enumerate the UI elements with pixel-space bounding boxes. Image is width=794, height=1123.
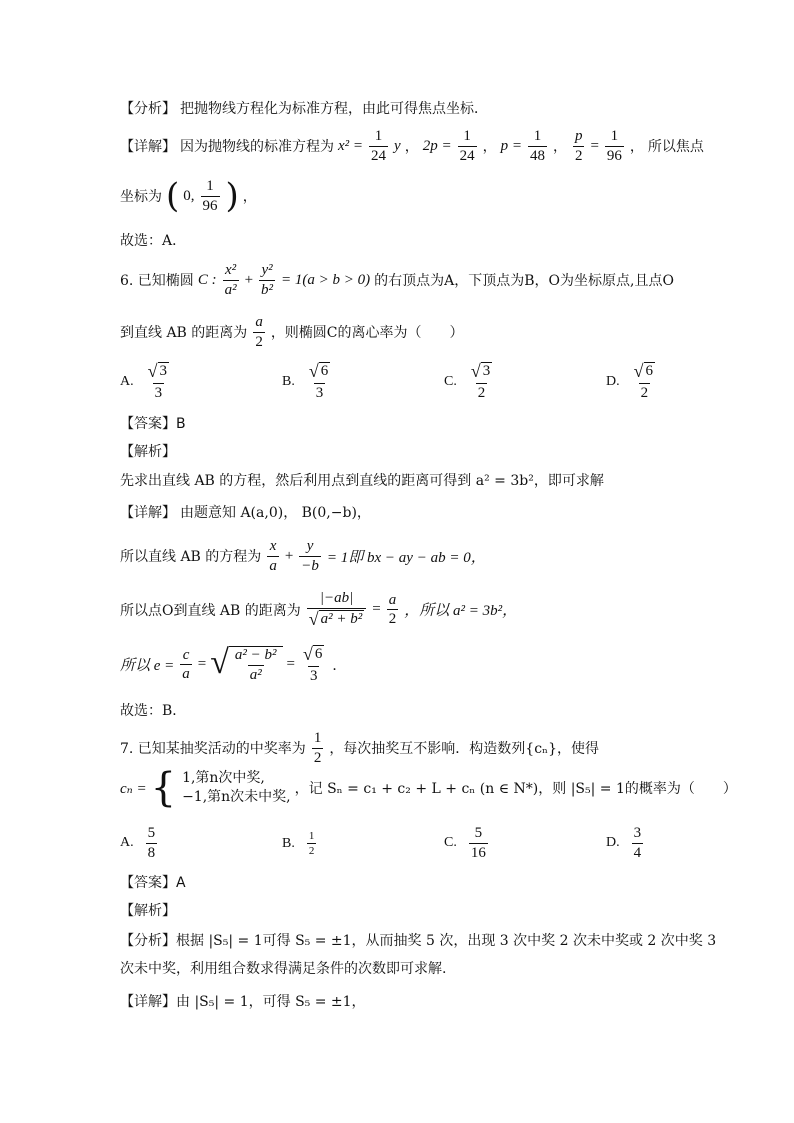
q7-stem-line2: cₙ = { 1,第n次中奖, −1,第n次未中奖, ，记 Sₙ = c₁ + c₂ + L + cₙ (n ∈ N*)，则 |S₅| = 1的概率为（ ） [120,765,737,811]
q6-frac-x2-a2: $\frac{\text{x²}}{\text{a²}}$ [224,262,237,298]
q7-option-c[interactable]: C. $\frac{5}{16}$ [444,825,486,861]
q6-dist-prefix: 所以点O到直线 AB 的距离为 [120,602,301,619]
q5-x2-eq: x² = [338,137,364,154]
q6-line-suffix: = 1即 bx − ay − ab = 0， [326,549,486,566]
q7-jiexi: 【解析】 [120,903,176,919]
q6-eccentricity: 所以 e = $\frac{c}{a}$ = √ $\frac{\text{a² − b²}}{\text{a²}}$ = √ 6 3 ． [120,644,347,684]
q5-analysis-text: 把抛物线方程化为标准方程，由此可得焦点坐标． [180,101,488,117]
q6-detail-tag: 【详解】 [120,505,176,521]
q6-line-prefix: 所以直线 AB 的方程为 [120,549,262,565]
q7-case1: 1,第n次中奖, [182,770,265,787]
q5-conclusion: 故选：A． [120,233,187,249]
q6-dist-suffix: ，所以 a² = 3b²， [404,603,518,619]
q6-stem-line2-prefix: 到直线 AB 的距离为 [120,325,248,341]
q6-detail-1: 由题意知 A(a,0)， B(0,−b)， [180,505,371,521]
q6-detail-line [120,502,371,522]
q5-frac-1-24b: $\frac{1}{24}$ [459,128,475,164]
q6-analysis-line [120,470,604,490]
q6-distance: 所以点O到直线 AB 的距离为 |−ab| √ a² + b² = $\frac{a}{2}$ ，所以 a² = 3b²， [120,590,518,629]
q7-cn: cₙ = [120,780,147,797]
q6-frac-a-2: $\frac{a}{2}$ [255,314,263,350]
q7-analysis-1: 【分析】根据 |S₅| = 1可得 S₅ = ±1，从而抽奖 5 次，出现 3 次中奖 2 次未中奖或 2 次中奖 3 [120,933,717,949]
q6-ellipse-rhs: = 1(a > b > 0) [281,271,371,288]
q6-frac-y2-b2: $\frac{\text{y²}}{\text{b²}}$ [261,262,274,298]
q5-y: y [394,137,401,154]
q6-stem-prefix: 6. 已知椭圆 [120,273,194,289]
q6-stem-line2 [120,314,464,350]
q5-2p: 2p = [422,137,452,154]
analysis-tag: 【分析】 [120,101,176,117]
q6-option-d[interactable]: D. √ 6 2 [606,361,654,401]
q7-stem-line1: 7. 已知某抽奖活动的中奖率为 $\frac{1}{2}$ ，每次抽奖互不影响．构造数列{cₙ}，使得 [120,730,600,766]
q7-option-b[interactable]: B. $\frac{1}{2}$ [282,830,315,858]
q5-analysis-line [120,98,488,118]
q6-option-a[interactable]: A. √ 3 3 [120,361,168,401]
q7-option-a[interactable]: A. $\frac{5}{8}$ [120,825,156,861]
q7-stem-1: 7. 已知某抽奖活动的中奖率为 [120,741,306,757]
q5-coord-frac: $\frac{1}{96}$ [202,178,218,214]
q6-answer: 【答案】B [120,416,186,432]
q6-line-eq: 所以直线 AB 的方程为 $\frac{x}{a}$ + $\frac{y}{-b}$ = 1即 bx − ay − ab = 0， [120,538,486,574]
q5-detail-intro: 因为抛物线的标准方程为 [180,139,334,155]
q6-conclusion: 故选：B． [120,703,187,719]
q7-case2: −1,第n次未中奖, [182,789,291,805]
q7-option-d[interactable]: D. $\frac{3}{4}$ [606,825,642,861]
q6-option-c[interactable]: C. √ 3 2 [444,361,491,401]
q5-frac-1-48: $\frac{1}{48}$ [529,128,545,164]
q5-p: p = [500,137,522,154]
q5-coord-line: 坐标为 ( 0, $\frac{1}{96}$ ) ， [120,176,257,216]
q6-option-b[interactable]: B. √ 6 3 [282,361,329,401]
q6-stem-mid: 的右顶点为A，下顶点为B，O为坐标原点,且点O [374,273,674,289]
q7-cases [182,769,291,807]
q6-analysis-text: 先求出直线 AB 的方程，然后利用点到直线的距离可得到 a² = 3b²，即可求解 [120,473,604,489]
q7-stem-2: ，记 Sₙ = c₁ + c₂ + L + cₙ (n ∈ N*)，则 |S₅| = 1的概率为（ ） [294,781,737,797]
q5-coord-prefix: 坐标为 [120,189,162,205]
q5-frac-1-24: $\frac{1}{24}$ [371,128,387,164]
q5-coord-zero: 0, [183,187,195,204]
q5-frac-1-96: $\frac{1}{96}$ [606,128,622,164]
q6-jiexi: 【解析】 [120,444,176,460]
q5-frac-p-2: $\frac{p}{2}$ [574,128,583,164]
q6-stem-line: 6. 已知椭圆 C : $\frac{\text{x²}}{\text{a²}}$ + $\frac{\text{y²}}{\text{b²}}$ = 1(a > b > 0) 的右顶点为A，下顶点为B，O为坐标原点,且点O [120,262,674,298]
q7-detail: 【详解】由 |S₅| = 1，可得 S₅ = ±1， [120,994,366,1010]
q7-stem-1b: ，每次抽奖互不影响．构造数列{cₙ}，使得 [329,741,600,757]
q7-answer: 【答案】A [120,875,186,891]
q7-analysis-2: 次未中奖，利用组合数求得满足条件的次数即可求解. [120,961,447,977]
q6-stem-line2-suffix: ，则椭圆C的离心率为（ ） [270,325,464,341]
detail-tag: 【详解】 [120,139,176,155]
q5-detail-line: 【详解】 因为抛物线的标准方程为 x² = $\frac{1}{24}$ y ， 2p = $\frac{1}{24}$ ， p = $\frac{1}{48}$ ， $\frac{p}{2}$ = $\frac{1}{96}$ ， 所以焦点 [120,128,704,164]
q6-ellipse-lhs: C : [197,271,217,288]
q5-focus-suffix: 所以焦点 [647,139,704,155]
q6-e-prefix: 所以 e = [120,658,175,674]
